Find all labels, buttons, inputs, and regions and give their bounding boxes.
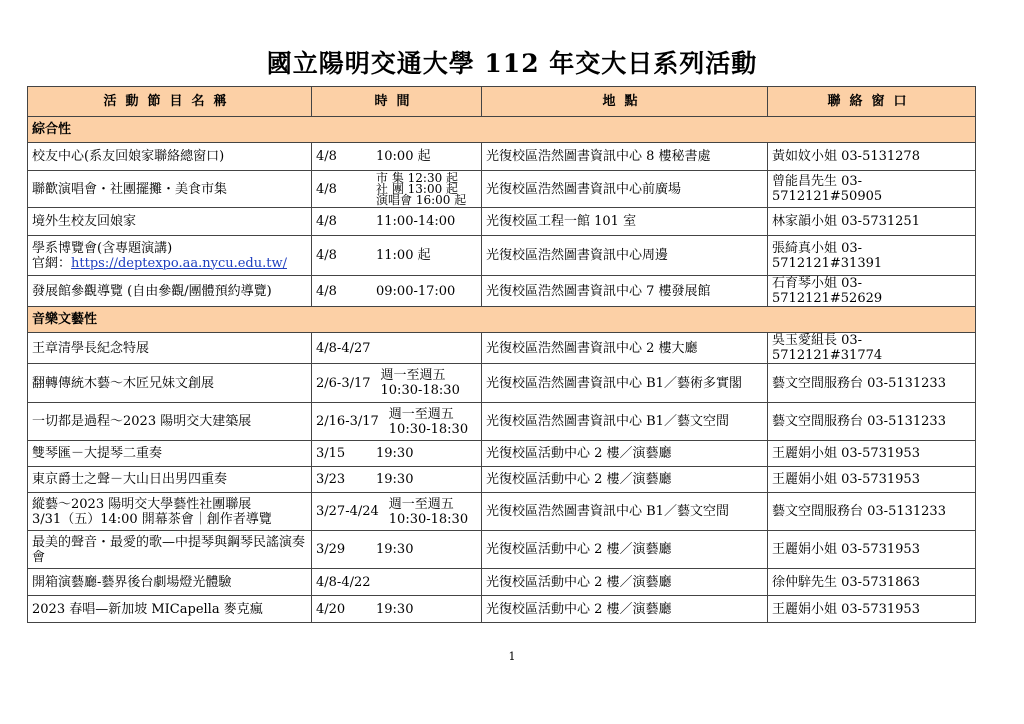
table-header-row <box>28 87 976 117</box>
table-row <box>28 403 976 441</box>
time-cell <box>312 403 482 441</box>
location: 光復校區浩然圖書資訊中心 B1／藝文空間 <box>482 493 768 531</box>
date: 2/16-3/17 <box>316 414 379 429</box>
contact: 石育琴小姐 03-5712121#52629 <box>768 276 976 307</box>
activity-name: 聯歡演唱會・社團擺攤・美食市集 <box>28 171 312 208</box>
time: 11:00-14:00 <box>376 214 456 229</box>
activity-name: 開箱演藝廳-藝界後台劇場燈光體驗 <box>28 569 312 596</box>
location: 光復校區活動中心 2 樓／演藝廳 <box>482 441 768 467</box>
location: 光復校區浩然圖書資訊中心 7 樓發展館 <box>482 276 768 307</box>
time: 09:00-17:00 <box>376 283 456 299</box>
page-title: 國立陽明交通大學 112 年交大日系列活動 <box>266 49 758 78</box>
date: 3/23 <box>316 472 346 487</box>
location: 光復校區活動中心 2 樓／演藝廳 <box>482 569 768 596</box>
activity-name: 翻轉傳統木藝～木匠兄妹文創展 <box>28 364 312 403</box>
header-activity: 活動節目名稱 <box>28 87 312 117</box>
table-row <box>28 333 976 364</box>
contact: 張綺真小姐 03-5712121#31391 <box>768 236 976 276</box>
activity-name: 縱藝～2023 陽明交大學藝性社團聯展 <box>32 496 252 512</box>
time: 19:30 <box>376 601 414 617</box>
table-row <box>28 143 976 171</box>
time: 19:30 <box>376 446 414 461</box>
date: 4/8-4/22 <box>316 574 371 590</box>
table-row <box>28 276 976 307</box>
activity-name-cell <box>28 493 312 531</box>
time-cell <box>312 276 482 307</box>
date: 4/8-4/27 <box>316 340 371 356</box>
contact: 藝文空間服務台 03-5131233 <box>768 493 976 531</box>
date: 3/29 <box>316 542 346 557</box>
activity-name: 雙琴匯－大提琴二重奏 <box>28 441 312 467</box>
header-contact: 聯絡窗口 <box>768 87 976 117</box>
time-stack <box>376 170 467 207</box>
activity-name: 發展館參觀導覽 (自由參觀/團體預約導覽) <box>28 276 312 307</box>
page-number: 1 <box>508 650 516 663</box>
time: 11:00 起 <box>376 248 431 263</box>
table-row <box>28 171 976 208</box>
time-line: 10:30-18:30 <box>380 383 460 398</box>
time-cell <box>312 143 482 171</box>
time-cell <box>312 333 482 364</box>
time-cell <box>312 569 482 596</box>
location: 光復校區浩然圖書資訊中心前廣場 <box>482 171 768 208</box>
location: 光復校區浩然圖書資訊中心 B1／藝術多實閣 <box>482 364 768 403</box>
activity-name: 王章清學長紀念特展 <box>28 333 312 364</box>
contact: 王麗娟小姐 03-5731953 <box>768 531 976 569</box>
activity-name: 校友中心(系友回娘家聯絡總窗口) <box>28 143 312 171</box>
time-cell <box>312 236 482 276</box>
location: 光復校區工程一館 101 室 <box>482 208 768 236</box>
table-row <box>28 208 976 236</box>
activity-name: 東京爵士之聲－大山日出男四重奏 <box>28 467 312 493</box>
time-line: 10:30-18:30 <box>388 511 469 527</box>
time-line: 週一至週五 <box>388 406 454 422</box>
table-row <box>28 493 976 531</box>
header-time: 時間 <box>312 87 482 117</box>
table-row <box>28 236 976 276</box>
location: 光復校區活動中心 2 樓／演藝廳 <box>482 531 768 569</box>
section-title: 綜合性 <box>28 117 976 143</box>
location: 光復校區浩然圖書資訊中心 8 樓秘書處 <box>482 143 768 171</box>
time-stack <box>381 368 460 398</box>
contact: 吳玉愛組長 03-5712121#31774 <box>768 333 976 364</box>
contact: 林家韻小姐 03-5731251 <box>768 208 976 236</box>
time-cell <box>312 364 482 403</box>
time-line: 週一至週五 <box>388 496 454 512</box>
contact: 黃如妏小姐 03-5131278 <box>768 143 976 171</box>
time: 10:00 起 <box>376 149 431 164</box>
date: 3/15 <box>316 446 346 461</box>
time-stack <box>389 407 468 437</box>
date: 3/27-4/24 <box>316 504 379 519</box>
table-row <box>28 596 976 623</box>
location: 光復校區浩然圖書資訊中心周邊 <box>482 236 768 276</box>
contact: 王麗娟小姐 03-5731953 <box>768 596 976 623</box>
activity-subline: 3/31（五）14:00 開幕茶會｜創作者導覽 <box>32 511 272 527</box>
activity-name: 一切都是過程～2023 陽明交大建築展 <box>28 403 312 441</box>
section-heading-arts <box>28 307 976 333</box>
time-cell <box>312 493 482 531</box>
time-cell <box>312 441 482 467</box>
date: 4/20 <box>316 601 346 617</box>
time-line: 10:30-18:30 <box>388 421 469 437</box>
contact: 王麗娟小姐 03-5731953 <box>768 441 976 467</box>
time-line: 演唱會 16:00 起 <box>376 192 467 207</box>
contact: 徐仲騂先生 03-5731863 <box>768 569 976 596</box>
time-cell <box>312 596 482 623</box>
section-title: 音樂文藝性 <box>28 307 976 333</box>
time: 19:30 <box>376 542 414 557</box>
activity-name: 最美的聲音・最愛的歌—中提琴與鋼琴民謠演奏會 <box>28 531 312 569</box>
activity-name: 學系博覽會(含專題演講) <box>32 240 173 256</box>
date: 4/8 <box>316 149 337 164</box>
website-link[interactable]: https://deptexpo.aa.nycu.edu.tw/ <box>71 255 287 271</box>
schedule-table <box>27 86 976 623</box>
activity-name: 境外生校友回娘家 <box>28 208 312 236</box>
table-row <box>28 441 976 467</box>
time-cell <box>312 531 482 569</box>
date: 4/8 <box>316 248 337 263</box>
contact: 曾能昌先生 03-5712121#50905 <box>768 171 976 208</box>
location: 光復校區浩然圖書資訊中心 B1／藝文空間 <box>482 403 768 441</box>
table-row <box>28 531 976 569</box>
time-line: 週一至週五 <box>380 368 446 383</box>
location: 光復校區浩然圖書資訊中心 2 樓大廳 <box>482 333 768 364</box>
time-line: 市 集 12:30 起 <box>376 170 459 185</box>
time-cell <box>312 171 482 208</box>
table-row <box>28 569 976 596</box>
table-row <box>28 467 976 493</box>
time-cell <box>312 467 482 493</box>
date: 4/8 <box>316 214 337 229</box>
location: 光復校區活動中心 2 樓／演藝廳 <box>482 596 768 623</box>
date: 4/8 <box>316 283 337 299</box>
website-label: 官網： <box>32 255 72 271</box>
date: 4/8 <box>316 181 337 197</box>
date: 2/6-3/17 <box>316 375 371 391</box>
contact: 王麗娟小姐 03-5731953 <box>768 467 976 493</box>
activity-name: 2023 春唱—新加坡 MICapella 麥克瘋 <box>28 596 312 623</box>
activity-name-cell <box>28 236 312 276</box>
time-stack <box>389 497 468 527</box>
location: 光復校區活動中心 2 樓／演藝廳 <box>482 467 768 493</box>
time-line: 社 團 13:00 起 <box>376 181 459 196</box>
table-row <box>28 364 976 403</box>
time-cell <box>312 208 482 236</box>
time: 19:30 <box>376 472 414 487</box>
contact: 藝文空間服務台 03-5131233 <box>768 403 976 441</box>
header-location: 地點 <box>482 87 768 117</box>
contact: 藝文空間服務台 03-5131233 <box>768 364 976 403</box>
section-heading-general <box>28 117 976 143</box>
